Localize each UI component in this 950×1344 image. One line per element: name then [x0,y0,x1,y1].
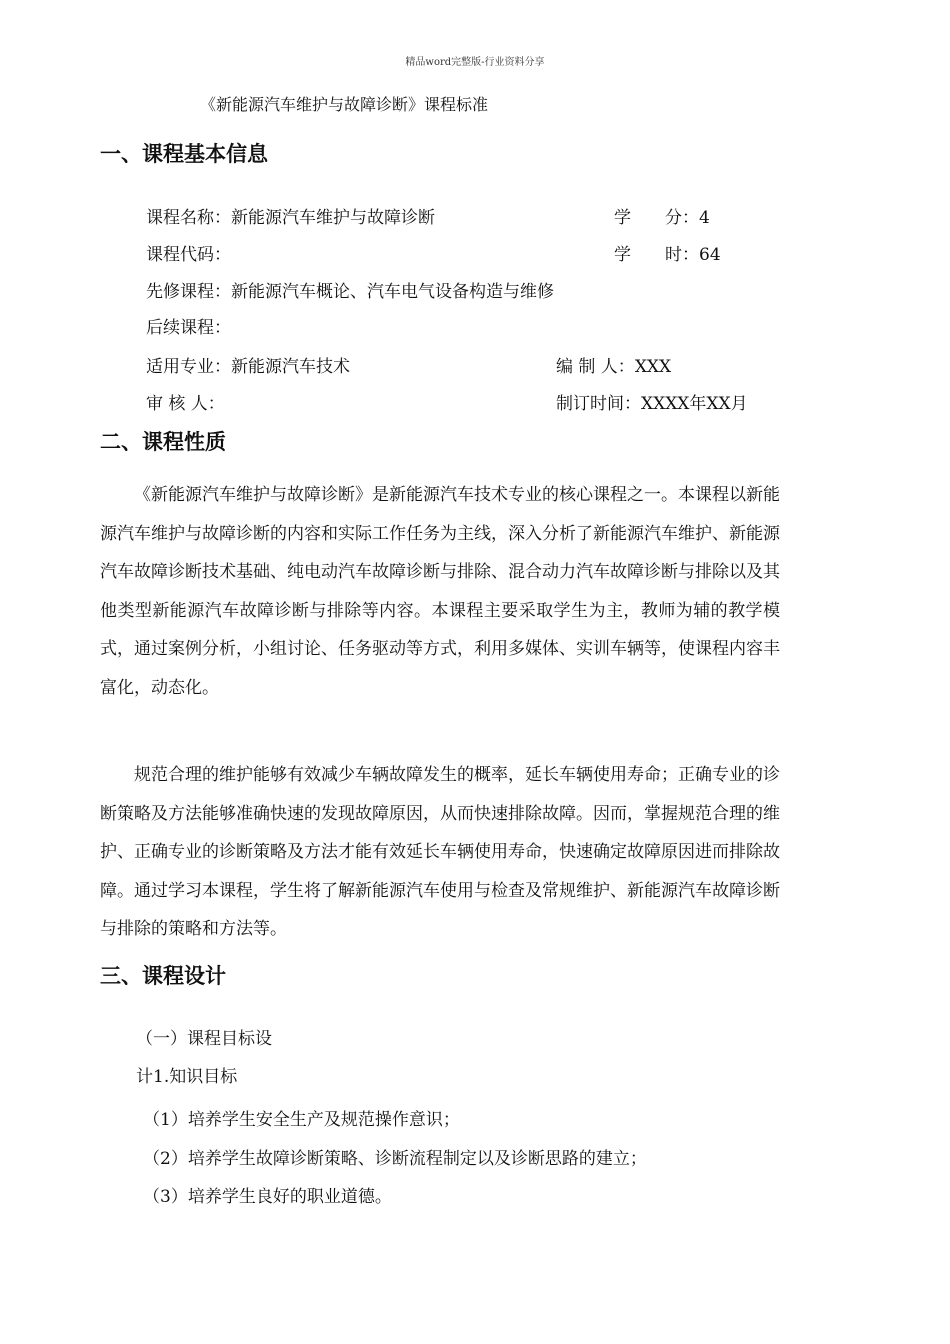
reviewer-row [146,389,225,414]
author-label: 编 制 人： [556,357,635,377]
paragraph-text: 《新能源汽车维护与故障诊断》是新能源汽车技术专业的核心课程之一。本课程以新能源汽车维护与故障诊断的内容和实际工作任务为主线，深入分析了新能源汽车维护、新能源汽车故障诊断技术基础、纯电动汽车故障诊断与排除、混合动力汽车故障诊断与排除以及其他类型新能源汽车故障诊断与排除等内容。本课程主要采取学生为主，教师为辅的教学模式，通过案例分析，小组讨论、任务驱动等方式，利用多媒体、实训车辆等，使课程内容丰富化，动态化。 [100,485,780,698]
course-name-row [146,203,435,228]
major-value: 新能源汽车技术 [231,357,350,377]
followup-label: 后续课程： [146,318,231,338]
page-header: 精品word完整版-行业资料分享 [405,57,545,68]
reviewer-label: 审 核 人： [146,394,225,414]
followup-row [146,313,231,338]
hours-row [614,240,721,265]
prereq-value: 新能源汽车概论、汽车电气设备构造与维修 [231,282,554,302]
course-name-value: 新能源汽车维护与故障诊断 [231,208,435,228]
date-value: XXXX年XX月 [641,394,748,414]
date-row [556,389,748,414]
credit-row [614,203,710,228]
section-heading-design: 三、课程设计 [100,964,226,988]
course-name-label: 课程名称： [146,208,231,228]
course-code-label: 课程代码： [146,245,231,265]
section-heading-basic-info: 一、课程基本信息 [100,142,268,166]
date-label: 制订时间： [556,394,641,414]
credit-value: 4 [699,208,710,228]
hours-value: 64 [699,245,721,265]
list-item: （3）培养学生良好的职业道德。 [143,1187,392,1207]
paragraph-text: 规范合理的维护能够有效减少车辆故障发生的概率，延长车辆使用寿命；正确专业的诊断策略及方法能够准确快速的发现故障原因，从而快速排除故障。因而，掌握规范合理的维护、正确专业的诊断策略及方法才能有效延长车辆使用寿命，快速确定故障原因进而排除故障。通过学习本课程，学生将了解新能源汽车使用与检查及常规维护、新能源汽车故障诊断与排除的策略和方法等。 [100,765,780,939]
author-row [556,352,671,377]
list-item: （2）培养学生故障诊断策略、诊断流程制定以及诊断思路的建立； [143,1149,647,1169]
subsection-line-1: （一）课程目标设 [136,1029,272,1049]
list-item: （1）培养学生安全生产及规范操作意识； [143,1110,460,1130]
subsection-line-2: 计1.知识目标 [136,1067,238,1087]
prereq-label: 先修课程： [146,282,231,302]
author-value: XXX [634,357,672,377]
course-nature-paragraph-2 [100,756,780,949]
hours-label: 学 时： [614,245,699,265]
major-row [146,352,350,377]
major-label: 适用专业： [146,357,231,377]
course-nature-paragraph-1 [100,476,780,707]
prereq-row [146,277,554,302]
credit-label: 学 分： [614,208,699,228]
course-code-row [146,240,231,265]
section-heading-nature: 二、课程性质 [100,430,226,454]
document-title: 《新能源汽车维护与故障诊断》课程标准 [200,95,489,114]
